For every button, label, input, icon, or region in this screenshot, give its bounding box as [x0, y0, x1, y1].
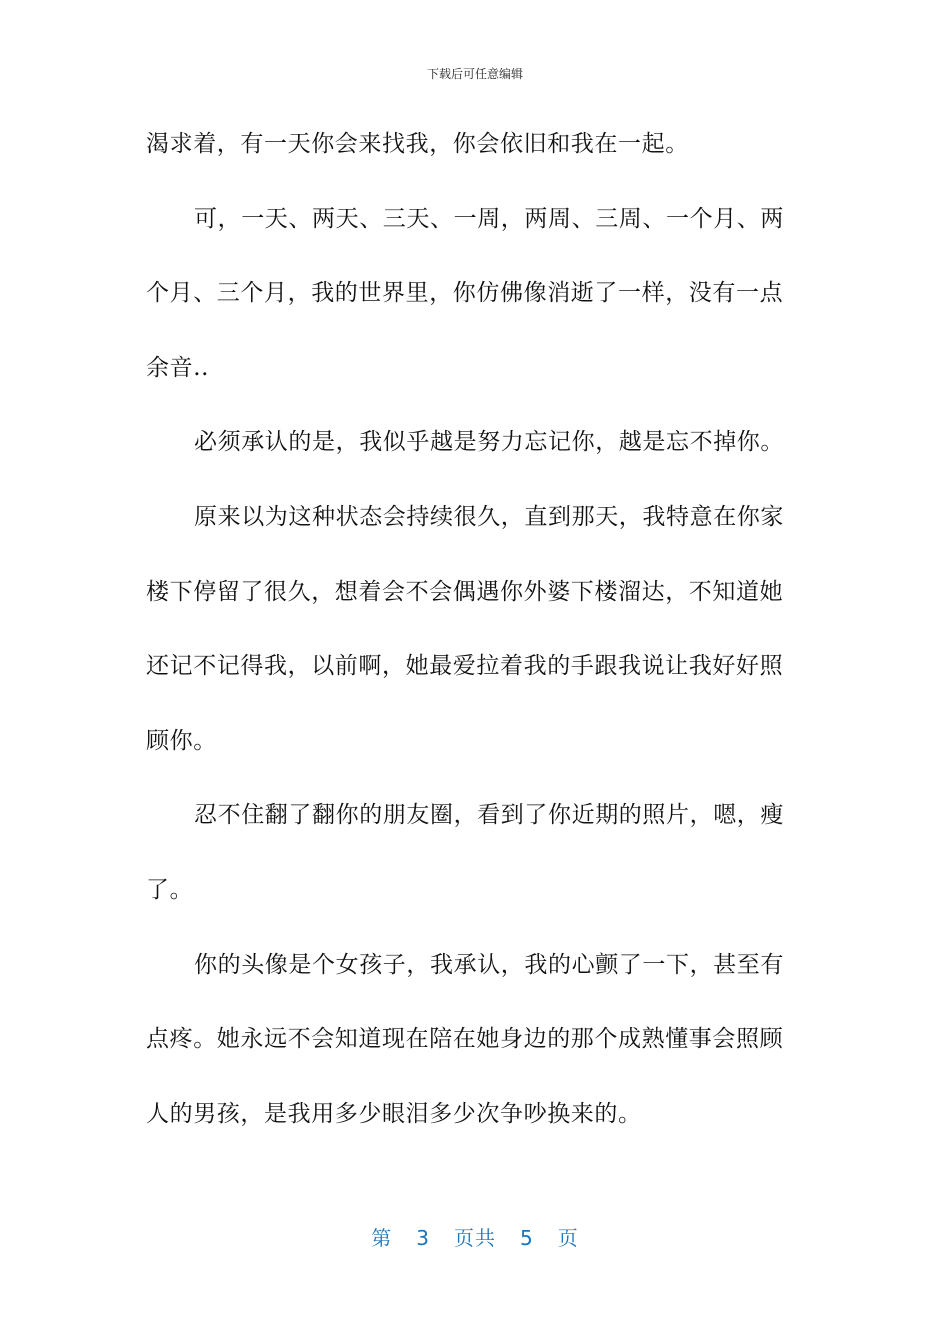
text-line: 原来以为这种状态会持续很久，直到那天，我特意在你家	[194, 503, 784, 530]
text-line: 你的头像是个女孩子，我承认，我的心颤了一下，甚至有	[194, 951, 784, 978]
text-line: 必须承认的是，我似乎越是努力忘记你，越是忘不掉你。	[194, 429, 784, 456]
text-line: 个月、三个月，我的世界里，你仿佛像消逝了一样，没有一点	[146, 280, 784, 307]
text-line: 楼下停留了很久，想着会不会偶遇你外婆下楼溜达，不知道她	[146, 578, 784, 605]
text-line: 了。	[146, 876, 194, 903]
page-label-middle: 页共	[454, 1226, 496, 1250]
page-label-suffix: 页	[557, 1226, 579, 1250]
document-body	[146, 107, 794, 1151]
text-line: 顾你。	[146, 727, 217, 754]
text-line: 还记不记得我，以前啊，她最爱拉着我的手跟我说让我好好照	[146, 653, 784, 680]
total-pages-number: 5	[520, 1226, 534, 1250]
page-header: 下载后可任意编辑	[426, 67, 523, 81]
text-line: 点疼。她永远不会知道现在陪在她身边的那个成熟懂事会照顾	[146, 1026, 784, 1053]
text-line: 渴求着，有一天你会来找我，你会依旧和我在一起。	[146, 131, 689, 157]
text-line: 忍不住翻了翻你的朋友圈，看到了你近期的照片，嗯，瘦	[194, 802, 784, 829]
current-page-number: 3	[416, 1226, 430, 1250]
page-number-footer	[0, 1224, 950, 1252]
page-label-prefix: 第	[371, 1226, 393, 1250]
text-line: 余音..	[146, 354, 210, 381]
text-line: 人的男孩，是我用多少眼泪多少次争吵换来的。	[146, 1100, 642, 1127]
text-line: 可，一天、两天、三天、一周，两周、三周、一个月、两	[194, 205, 784, 232]
